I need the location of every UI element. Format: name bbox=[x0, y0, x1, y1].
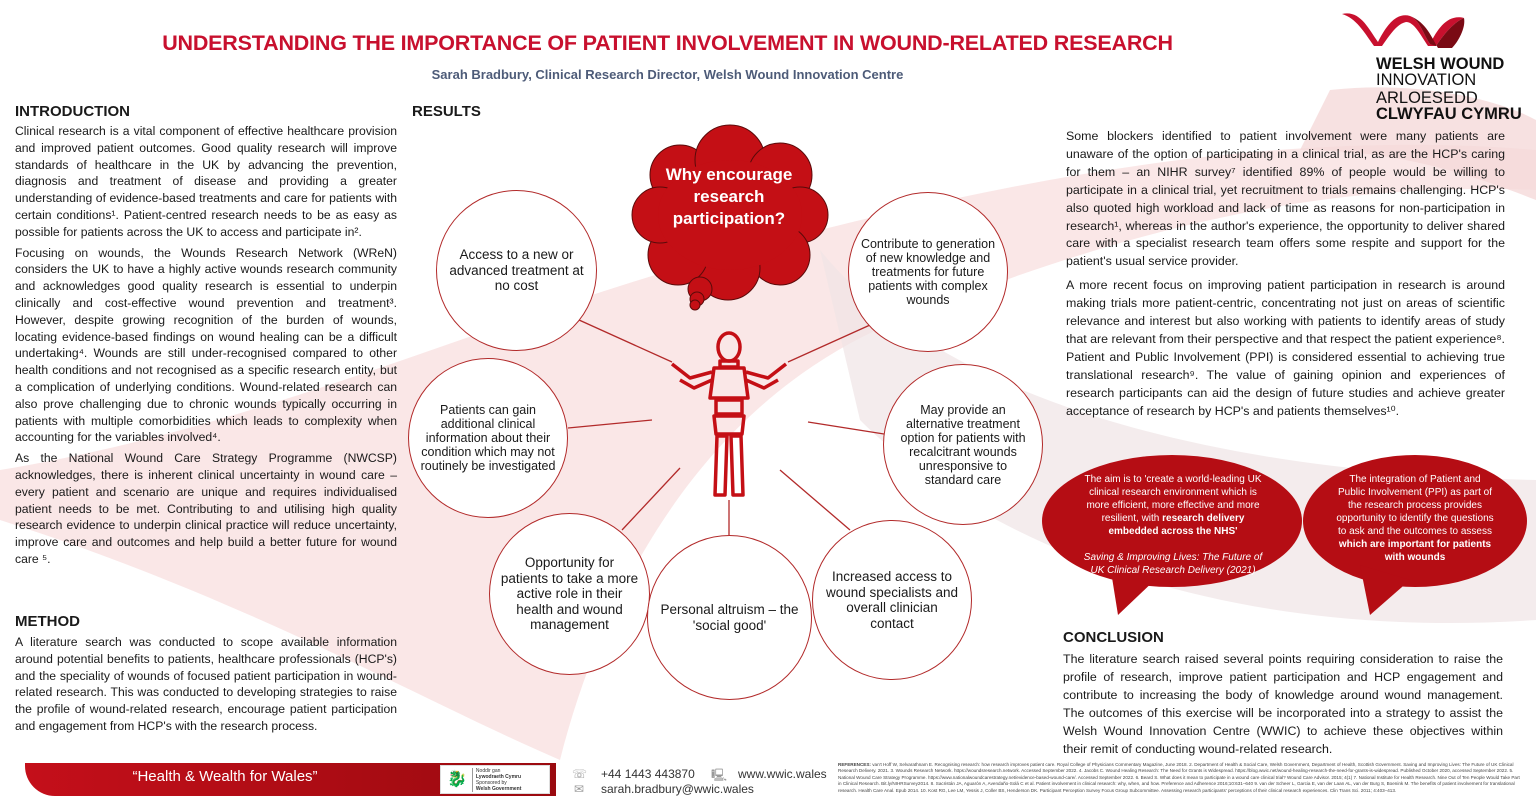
logo-text-line-3: ARLOESEDD bbox=[1376, 89, 1478, 107]
mannequin-figure-icon bbox=[672, 333, 786, 495]
website-link[interactable]: www.wwic.wales bbox=[738, 767, 827, 781]
benefit-circle-new-treatment: Access to a new or advanced treatment at no cost bbox=[436, 190, 597, 351]
gov-logo-line: Noddir gan bbox=[475, 767, 501, 774]
welsh-government-logo bbox=[440, 765, 550, 794]
introduction-paragraph: Clinical research is a vital component of effective healthcare provision and improved patient outcomes. Good quality research will improve standards of healthcare in the UK by advancing the prevention, diagnosis and treatment of disease and providing a greater understanding of evidence-based treatments and care for patients with certain conditions¹. Patient-centred research needs to be as easy as possible for patients across the UK to access and participate in². bbox=[15, 124, 397, 239]
gov-logo-line: Lywodraeth Cymru bbox=[475, 773, 522, 780]
introduction-paragraph: Focusing on wounds, the Wounds Research Network (WReN) considers the UK to have a highly active wounds research community and acknowledges good quality research is essential to underpin clinically and cost-effective wound prevention and treatment³. However, despite growing recognition of the burden of wounds, locating evidence-based findings on wound healing can be a difficult undertaking⁴. Wounds are still under-recognised compared to other health conditions and not recognised as a specific research entity, but a complication of underlying conditions. Wound-related research can also prove challenging due to chronic wounds typically occurring in patients with multiple comorbidities which leads to complexity when accounting for the variables involved⁴. bbox=[15, 245, 397, 445]
phone-icon: ☏ bbox=[572, 767, 588, 781]
quote-emphasis: which are important for patients with wounds bbox=[1338, 539, 1492, 563]
email-link[interactable]: sarah.bradbury@wwic.wales bbox=[601, 782, 754, 796]
method-heading: METHOD bbox=[15, 613, 80, 630]
gov-logo-line: Welsh Government bbox=[475, 785, 522, 792]
logo-text-line-4: CLWYFAU CYMRU bbox=[1376, 105, 1522, 123]
logo-text-line-2: INNOVATION bbox=[1376, 71, 1477, 89]
discussion-section bbox=[1066, 128, 1505, 427]
dragon-icon: 🐉 bbox=[447, 770, 467, 788]
gov-logo-line: Sponsored by bbox=[475, 779, 507, 786]
benefit-circle-clinical-information: Patients can gain additional clinical information about their condition which may not routinely be investigated bbox=[408, 358, 568, 518]
benefit-circle-specialist-access: Increased access to wound specialists and overall clinician contact bbox=[812, 520, 972, 680]
discussion-paragraph: Some blockers identified to patient involvement were many patients are unaware of the option of participating in a clinical trial, as are the HCP's caring for them – an NIHR survey⁷ identified 89% of people would be willing to participate in a clinical trial, yet recruitment to trials remains challenging. HCP's also quoted high workload and lack of time as reasons for non-participation in research¹, whereas in the author's experience, the opportunity to deliver shared care with a specialist research team offers some respite and support for the patient's usual service provider. bbox=[1066, 129, 1505, 269]
quote-text: The aim is to 'create a world-leading UK clinical research environment which is more efficient, more effective and more resilient, with bbox=[1084, 474, 1262, 524]
conclusion-heading: CONCLUSION bbox=[1063, 629, 1164, 646]
computer-icon: 🖳 bbox=[711, 768, 728, 782]
poster-author: Sarah Bradbury, Clinical Research Director, Welsh Wound Innovation Centre bbox=[431, 67, 904, 82]
thought-cloud-question: Why encourage research participation? bbox=[665, 165, 793, 228]
quote-emphasis: research delivery embedded across the NHS' bbox=[1108, 513, 1245, 537]
references bbox=[838, 762, 1523, 794]
results-heading: RESULTS bbox=[412, 103, 481, 120]
introduction-heading: INTRODUCTION bbox=[15, 103, 130, 120]
quote-text: The integration of Patient and Public Involvement (PPI) as part of the research process provides opportunity to identify the questions to ask and the outcomes to assess bbox=[1336, 474, 1494, 537]
benefit-circle-new-knowledge: Contribute to generation of new knowledge and treatments for future patients with complex wounds bbox=[848, 192, 1008, 352]
references-text: van't Hoff W, Selvarathnam E. Recognising research: how research improves patient care. Royal College of Physicians Commentary Magazine, June 2018. 2. Department of Health & Social Care, Welsh Government, Department of Health, Scottish Government. Saving and Improving Lives: The Future of UK Clinical Research Delivery. 2021. 3. Wounds Research Network. https://woundsresearch.network. Accessed September 2022. 4. Jacobs C. Wound Healing Research: The Need for Grants is Widespread. https://blog.wwic.net/wound-healing-research-the-need-for-grants-is-widespread. Published October 2020, accessed September 2022. 5. National Wound Care Strategy Programme. https://www.nationalwoundcarestrategy.net/evidence-based-wound-care/. Accessed September 2022. 6. Beard S. What does it mean to participate in a wound care clinical trial? Wound Care Advisor. 2015; 4(1) 7. National Institute for Health Research. Nine Out of Ten People Would Take Part in Clinical Research. Bit.ly/NIHRSurvey2014. 8. Sacristán JA, Aguarón A, Avendaño-Solá C et al. Patient involvement in clinical research: why, when, and how. Preference and Adherence 2016;10:631–640 9. van der Scheer L, Garcia E, van der Laan AL, van der Burg S, Boenink M. The benefits of patient involvement for translational research. Health Care Anal. Epub 2014. 10. Kost RG, Lee LM, Yessis J, Coller BS, Henderson DK. Participant Perception Survey Focus Group Subcommittee. Assessing research participants' perceptions of their clinical research experiences. Clin Trans Sci. 2011; 4:403–413. bbox=[838, 762, 1520, 793]
quote-source: Saving & Improving Lives: The Future of UK Clinical Research Delivery (2021) bbox=[1083, 552, 1263, 576]
references-label: REFERENCES: bbox=[838, 762, 871, 767]
gov-logo-text bbox=[472, 768, 521, 792]
quote-ppi bbox=[1335, 473, 1495, 564]
footer-slogan: “Health & Wealth for Wales” bbox=[132, 768, 318, 785]
introduction-paragraph: As the National Wound Care Strategy Programme (NWCSP) acknowledges, there is inherent clinical uncertainty in wound care – every patient and scenario are unique and requires individualised patient needs to be met. Contributing to and utilising high quality research evidence to underpin clinical practice will reduce uncertainty, improve care and outcomes and help build a better future for wound care ⁵. bbox=[15, 451, 397, 566]
benefit-circle-altruism: Personal altruism – the 'social good' bbox=[647, 535, 812, 700]
quote-nhs-research bbox=[1080, 473, 1266, 577]
wwic-logo-ribbon bbox=[1340, 8, 1470, 50]
phone-number: +44 1443 443870 bbox=[601, 767, 695, 781]
poster-title: UNDERSTANDING THE IMPORTANCE OF PATIENT INVOLVEMENT IN WOUND-RELATED RESEARCH bbox=[162, 31, 1173, 55]
method-paragraph: A literature search was conducted to scope available information around potential benefits to patients, healthcare professionals (HCP's) and the speciality of wounds of focused patient participation in wound-related research. This was conducted to developing strategies to raise the profile of wound-related research, encourage patient participation and engagement from HCP's with the research process. bbox=[15, 635, 397, 733]
conclusion-text: The literature search raised several points requiring consideration to raise the profile of research, improve patient participation and HCP engagement and contribute to increasing the body of knowledge around wound management. The outcomes of this exercise will be incorporated into a strategy to assist the Welsh Wound Innovation Centre (WWIC) to achieve these objectives within their remit of conducting wound-related research. bbox=[1063, 652, 1503, 756]
discussion-paragraph: A more recent focus on improving patient participation in research is around making trials more patient-centric, concentrating not just on areas of scientific relevance and interest but also working with patients to identify areas of study that are relevant from their perspective and that respect the patient experience⁸. Patient and Public Involvement (PPI) is considered essential to achieving true translational research⁹. The value of gaining opinion and experiences of research participants can aid the design of future studies and achieve greater acceptance of research by HCP's and patients themselves¹⁰. bbox=[1066, 278, 1505, 418]
connector-lines bbox=[568, 315, 884, 535]
benefit-circle-active-role: Opportunity for patients to take a more active role in their health and wound management bbox=[489, 513, 650, 675]
benefit-circle-alternative-treatment: May provide an alternative treatment option for patients with recalcitrant wounds unresponsive to standard care bbox=[883, 364, 1043, 525]
email-icon: ✉ bbox=[574, 782, 585, 796]
logo-text-line-1: WELSH WOUND bbox=[1376, 55, 1505, 73]
